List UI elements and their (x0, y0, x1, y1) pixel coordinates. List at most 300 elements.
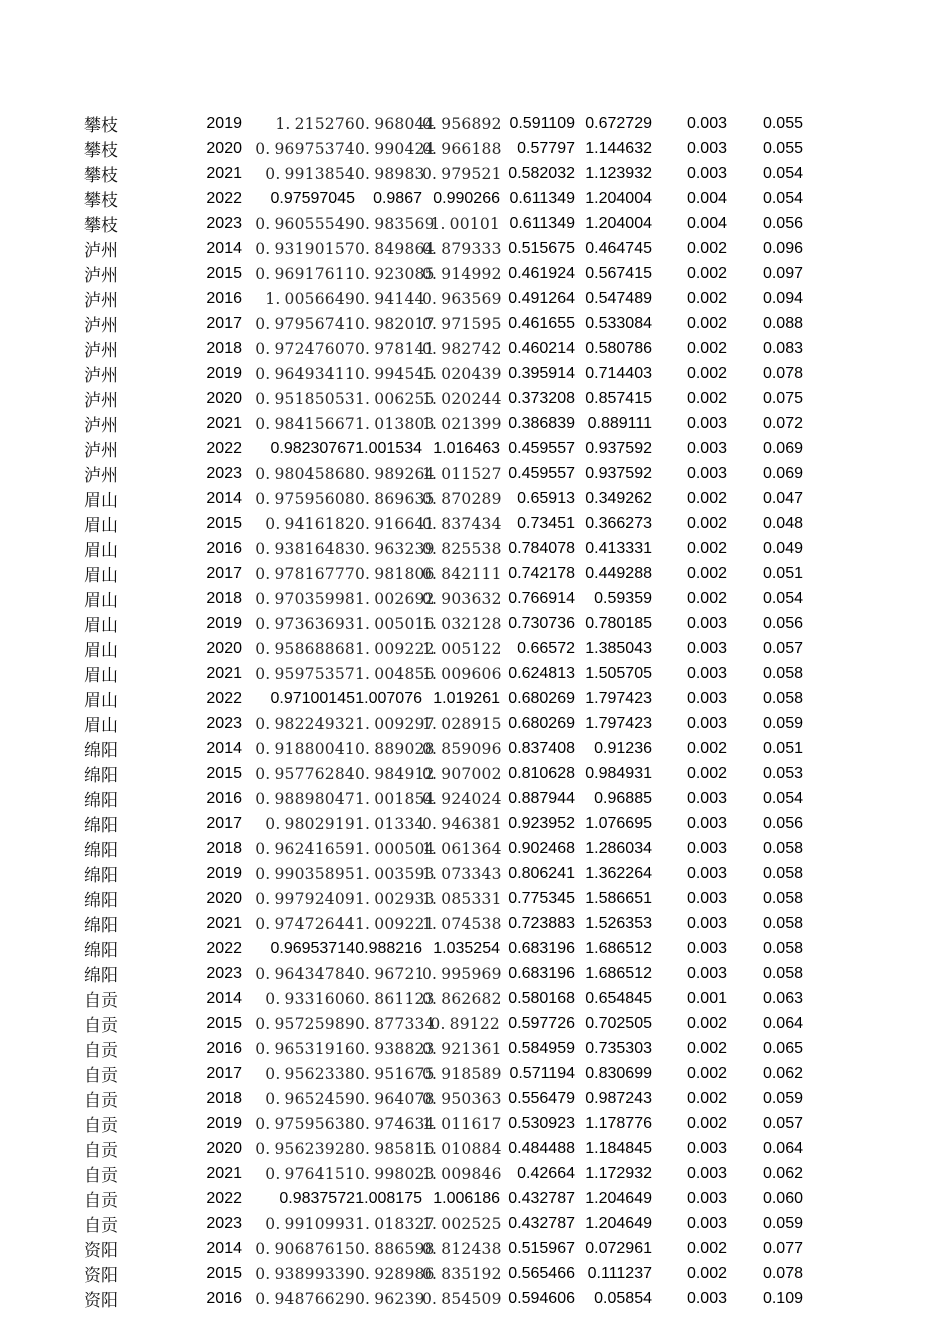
year-cell[interactable]: 2022 (206, 689, 242, 707)
value-cell[interactable]: 0.464745 (585, 239, 652, 257)
value-cell[interactable]: 0.003 (686, 114, 727, 132)
city-cell[interactable]: 眉山 (84, 641, 118, 661)
year-cell[interactable]: 2017 (206, 314, 242, 332)
city-cell[interactable]: 绵阳 (84, 966, 118, 986)
city-cell[interactable]: 绵阳 (84, 841, 118, 861)
value-cell[interactable]: 0. 979521 (422, 164, 502, 183)
value-cell[interactable]: 0. 93899339 (255, 1264, 355, 1283)
value-cell[interactable]: 1. 032128 (422, 614, 502, 633)
value-cell[interactable]: 0.097 (762, 264, 803, 282)
value-cell[interactable]: 0.742178 (508, 564, 575, 582)
value-cell[interactable]: 0.680269 (508, 714, 575, 732)
year-cell[interactable]: 2019 (206, 614, 242, 632)
value-cell[interactable]: 0. 924024 (422, 789, 502, 808)
value-cell[interactable]: 1. 003593 (355, 864, 435, 883)
value-cell[interactable]: 0.003 (686, 839, 727, 857)
value-cell[interactable]: 0.97100145 (270, 689, 355, 707)
value-cell[interactable]: 1. 009606 (422, 664, 502, 683)
value-cell[interactable]: 0. 98224932 (255, 714, 355, 733)
value-cell[interactable]: 0.373208 (508, 389, 575, 407)
value-cell[interactable]: 1. 005122 (422, 639, 502, 658)
city-cell[interactable]: 眉山 (84, 491, 118, 511)
value-cell[interactable]: 0.003 (686, 439, 727, 457)
value-cell[interactable]: 0. 97247607 (255, 339, 355, 358)
value-cell[interactable]: 0. 835192 (422, 1264, 502, 1283)
city-cell[interactable]: 眉山 (84, 616, 118, 636)
value-cell[interactable]: 0.059 (762, 1214, 803, 1232)
value-cell[interactable]: 0.058 (762, 914, 803, 932)
value-cell[interactable]: 0.889111 (587, 414, 652, 432)
city-cell[interactable]: 攀枝 (84, 191, 118, 211)
value-cell[interactable]: 0.9867 (373, 189, 422, 207)
value-cell[interactable]: 0.003 (686, 889, 727, 907)
value-cell[interactable]: 1.204649 (585, 1214, 652, 1232)
value-cell[interactable]: 0.002 (686, 1264, 727, 1282)
value-cell[interactable]: 0.058 (762, 889, 803, 907)
value-cell[interactable]: 1. 011617 (422, 1114, 502, 1133)
year-cell[interactable]: 2015 (206, 264, 242, 282)
city-cell[interactable]: 眉山 (84, 716, 118, 736)
year-cell[interactable]: 2021 (206, 164, 242, 182)
value-cell[interactable]: 0. 938823 (355, 1039, 435, 1058)
value-cell[interactable]: 0.094 (762, 289, 803, 307)
value-cell[interactable]: 0.058 (762, 689, 803, 707)
value-cell[interactable]: 1.286034 (585, 839, 652, 857)
value-cell[interactable]: 0. 9910993 (265, 1214, 355, 1233)
year-cell[interactable]: 2022 (206, 189, 242, 207)
year-cell[interactable]: 2020 (206, 139, 242, 157)
value-cell[interactable]: 0.780185 (585, 614, 652, 632)
year-cell[interactable]: 2017 (206, 564, 242, 582)
value-cell[interactable]: 0.349262 (585, 489, 652, 507)
value-cell[interactable]: 1. 073343 (422, 864, 502, 883)
year-cell[interactable]: 2015 (206, 764, 242, 782)
year-cell[interactable]: 2020 (206, 889, 242, 907)
value-cell[interactable]: 0.937592 (585, 439, 652, 457)
year-cell[interactable]: 2022 (206, 439, 242, 457)
value-cell[interactable]: 0.580168 (508, 989, 575, 1007)
value-cell[interactable]: 0. 951675 (355, 1064, 435, 1083)
city-cell[interactable]: 绵阳 (84, 741, 118, 761)
year-cell[interactable]: 2014 (206, 489, 242, 507)
year-cell[interactable]: 2022 (206, 939, 242, 957)
value-cell[interactable]: 0.775345 (508, 889, 575, 907)
value-cell[interactable]: 0.680269 (508, 689, 575, 707)
value-cell[interactable]: 1. 020439 (422, 364, 502, 383)
value-cell[interactable]: 0.530923 (508, 1114, 575, 1132)
value-cell[interactable]: 0.060 (762, 1189, 803, 1207)
value-cell[interactable]: 1. 215276 (275, 114, 355, 133)
value-cell[interactable]: 0.002 (686, 1239, 727, 1257)
value-cell[interactable]: 0.461655 (508, 314, 575, 332)
year-cell[interactable]: 2018 (206, 339, 242, 357)
value-cell[interactable]: 1.076695 (585, 814, 652, 832)
value-cell[interactable]: 0.484488 (508, 1139, 575, 1157)
city-cell[interactable]: 攀枝 (84, 166, 118, 186)
value-cell[interactable]: 0. 9562338 (265, 1064, 355, 1083)
city-cell[interactable]: 泸州 (84, 291, 118, 311)
value-cell[interactable]: 0.003 (686, 1214, 727, 1232)
value-cell[interactable]: 1.007076 (355, 689, 422, 707)
value-cell[interactable]: 0. 93816483 (255, 539, 355, 558)
value-cell[interactable]: 1.686512 (585, 964, 652, 982)
value-cell[interactable]: 0.002 (686, 289, 727, 307)
value-cell[interactable]: 0.413331 (585, 539, 652, 557)
value-cell[interactable]: 0. 98045868 (255, 464, 355, 483)
value-cell[interactable]: 0. 966188 (422, 139, 502, 158)
value-cell[interactable]: 0.064 (762, 1139, 803, 1157)
value-cell[interactable]: 0.003 (686, 939, 727, 957)
value-cell[interactable]: 0. 963239 (355, 539, 435, 558)
value-cell[interactable]: 0. 94876629 (255, 1289, 355, 1308)
value-cell[interactable]: 0.096 (762, 239, 803, 257)
value-cell[interactable]: 0. 971595 (422, 314, 502, 333)
value-cell[interactable]: 0. 921361 (422, 1039, 502, 1058)
year-cell[interactable]: 2017 (206, 1064, 242, 1082)
value-cell[interactable]: 0.05854 (594, 1289, 652, 1307)
city-cell[interactable]: 泸州 (84, 241, 118, 261)
value-cell[interactable]: 0.062 (762, 1164, 803, 1182)
value-cell[interactable]: 1. 085331 (422, 889, 502, 908)
value-cell[interactable]: 0.078 (762, 1264, 803, 1282)
value-cell[interactable]: 0.058 (762, 939, 803, 957)
value-cell[interactable]: 0. 96721 (355, 964, 425, 983)
value-cell[interactable]: 0. 861123 (355, 989, 435, 1008)
city-cell[interactable]: 自贡 (84, 1116, 118, 1136)
value-cell[interactable]: 1. 005016 (355, 614, 435, 633)
value-cell[interactable]: 0.459557 (508, 464, 575, 482)
city-cell[interactable]: 自贡 (84, 1091, 118, 1111)
value-cell[interactable]: 0.062 (762, 1064, 803, 1082)
value-cell[interactable]: 0.923952 (508, 814, 575, 832)
city-cell[interactable]: 泸州 (84, 341, 118, 361)
value-cell[interactable]: 0.002 (686, 339, 727, 357)
value-cell[interactable]: 0.004 (686, 214, 727, 232)
value-cell[interactable]: 0.003 (686, 789, 727, 807)
value-cell[interactable]: 0.582032 (508, 164, 575, 182)
value-cell[interactable]: 1. 074538 (422, 914, 502, 933)
value-cell[interactable]: 1.204004 (585, 189, 652, 207)
city-cell[interactable]: 自贡 (84, 1216, 118, 1236)
city-cell[interactable]: 自贡 (84, 991, 118, 1011)
value-cell[interactable]: 0. 812438 (422, 1239, 502, 1258)
value-cell[interactable]: 0. 96055549 (255, 214, 355, 233)
value-cell[interactable]: 0. 994545 (355, 364, 435, 383)
value-cell[interactable]: 0.056 (762, 814, 803, 832)
city-cell[interactable]: 眉山 (84, 666, 118, 686)
value-cell[interactable]: 0. 950363 (422, 1089, 502, 1108)
year-cell[interactable]: 2015 (206, 1264, 242, 1282)
city-cell[interactable]: 眉山 (84, 591, 118, 611)
value-cell[interactable]: 0.432787 (508, 1189, 575, 1207)
value-cell[interactable]: 0.533084 (585, 314, 652, 332)
city-cell[interactable]: 攀枝 (84, 116, 118, 136)
value-cell[interactable]: 0. 9764151 (265, 1164, 355, 1183)
value-cell[interactable]: 0. 995969 (422, 964, 502, 983)
value-cell[interactable]: 0.051 (762, 739, 803, 757)
value-cell[interactable]: 0.432787 (508, 1214, 575, 1232)
value-cell[interactable]: 1. 004856 (355, 664, 435, 683)
value-cell[interactable]: 0.702505 (585, 1014, 652, 1032)
value-cell[interactable]: 0.857415 (585, 389, 652, 407)
value-cell[interactable]: 0.003 (686, 1164, 727, 1182)
value-cell[interactable]: 0.069 (762, 439, 803, 457)
value-cell[interactable]: 0. 854509 (422, 1289, 502, 1308)
year-cell[interactable]: 2022 (206, 1189, 242, 1207)
value-cell[interactable]: 0.083 (762, 339, 803, 357)
value-cell[interactable]: 0. 89122 (430, 1014, 500, 1033)
value-cell[interactable]: 0.988216 (355, 939, 422, 957)
year-cell[interactable]: 2019 (206, 364, 242, 382)
value-cell[interactable]: 0.547489 (585, 289, 652, 307)
value-cell[interactable]: 0.053 (762, 764, 803, 782)
value-cell[interactable]: 0.459557 (508, 439, 575, 457)
value-cell[interactable]: 0.058 (762, 964, 803, 982)
city-cell[interactable]: 绵阳 (84, 866, 118, 886)
value-cell[interactable]: 0.002 (686, 1014, 727, 1032)
city-cell[interactable]: 泸州 (84, 466, 118, 486)
year-cell[interactable]: 2019 (206, 114, 242, 132)
value-cell[interactable]: 0. 923085 (355, 264, 435, 283)
value-cell[interactable]: 0. 918589 (422, 1064, 502, 1083)
value-cell[interactable]: 1.526353 (585, 914, 652, 932)
city-cell[interactable]: 眉山 (84, 691, 118, 711)
value-cell[interactable]: 0.111237 (587, 1264, 652, 1282)
value-cell[interactable]: 0. 956892 (422, 114, 502, 133)
value-cell[interactable]: 1.144632 (585, 139, 652, 157)
value-cell[interactable]: 0. 983569 (355, 214, 435, 233)
value-cell[interactable]: 0.59359 (594, 589, 652, 607)
value-cell[interactable]: 0.565466 (508, 1264, 575, 1282)
value-cell[interactable]: 1.019261 (433, 689, 500, 707)
city-cell[interactable]: 泸州 (84, 391, 118, 411)
value-cell[interactable]: 0.766914 (508, 589, 575, 607)
value-cell[interactable]: 0.054 (762, 589, 803, 607)
year-cell[interactable]: 2014 (206, 1239, 242, 1257)
value-cell[interactable]: 0. 99035895 (255, 864, 355, 883)
year-cell[interactable]: 2021 (206, 414, 242, 432)
value-cell[interactable]: 1. 009297 (355, 714, 435, 733)
value-cell[interactable]: 0. 98983 (355, 164, 425, 183)
value-cell[interactable]: 0. 90687615 (255, 1239, 355, 1258)
value-cell[interactable]: 0.078 (762, 364, 803, 382)
city-cell[interactable]: 资阳 (84, 1291, 118, 1311)
value-cell[interactable]: 0.386839 (508, 414, 575, 432)
value-cell[interactable]: 0. 96917611 (255, 264, 355, 283)
city-cell[interactable]: 自贡 (84, 1191, 118, 1211)
value-cell[interactable]: 0.611349 (509, 189, 575, 207)
value-cell[interactable]: 0.515675 (508, 239, 575, 257)
city-cell[interactable]: 绵阳 (84, 816, 118, 836)
value-cell[interactable]: 0.059 (762, 1089, 803, 1107)
value-cell[interactable]: 0.057 (762, 1114, 803, 1132)
value-cell[interactable]: 0.002 (686, 1064, 727, 1082)
city-cell[interactable]: 资阳 (84, 1241, 118, 1261)
value-cell[interactable]: 0.624813 (508, 664, 575, 682)
value-cell[interactable]: 1.006186 (433, 1189, 500, 1207)
value-cell[interactable]: 0. 99792409 (255, 889, 355, 908)
city-cell[interactable]: 资阳 (84, 1266, 118, 1286)
value-cell[interactable]: 0.003 (686, 664, 727, 682)
value-cell[interactable]: 0. 96241659 (255, 839, 355, 858)
value-cell[interactable]: 0.002 (686, 514, 727, 532)
value-cell[interactable]: 0.002 (686, 264, 727, 282)
year-cell[interactable]: 2016 (206, 789, 242, 807)
year-cell[interactable]: 2021 (206, 664, 242, 682)
value-cell[interactable]: 0. 849864 (355, 239, 435, 258)
value-cell[interactable]: 1.797423 (585, 689, 652, 707)
value-cell[interactable]: 0.004 (686, 189, 727, 207)
value-cell[interactable]: 0. 982017 (355, 314, 435, 333)
value-cell[interactable]: 0.002 (686, 239, 727, 257)
value-cell[interactable]: 0.003 (686, 914, 727, 932)
year-cell[interactable]: 2023 (206, 1214, 242, 1232)
value-cell[interactable]: 0. 862682 (422, 989, 502, 1008)
value-cell[interactable]: 1. 061364 (422, 839, 502, 858)
value-cell[interactable]: 0.460214 (508, 339, 575, 357)
value-cell[interactable]: 0.591109 (509, 114, 575, 132)
value-cell[interactable]: 0.056 (762, 214, 803, 232)
value-cell[interactable]: 0. 95185053 (255, 389, 355, 408)
value-cell[interactable]: 1. 001854 (355, 789, 435, 808)
value-cell[interactable]: 0.567415 (585, 264, 652, 282)
value-cell[interactable]: 0. 825538 (422, 539, 502, 558)
value-cell[interactable]: 0.075 (762, 389, 803, 407)
value-cell[interactable]: 0. 95868868 (255, 639, 355, 658)
value-cell[interactable]: 0.810628 (508, 764, 575, 782)
value-cell[interactable]: 1. 009221 (355, 914, 435, 933)
value-cell[interactable]: 0.077 (762, 1239, 803, 1257)
value-cell[interactable]: 1.184845 (585, 1139, 652, 1157)
value-cell[interactable]: 0.058 (762, 664, 803, 682)
value-cell[interactable]: 0.784078 (508, 539, 575, 557)
value-cell[interactable]: 0.580786 (585, 339, 652, 357)
value-cell[interactable]: 0.66572 (517, 639, 575, 657)
value-cell[interactable]: 0.937592 (585, 464, 652, 482)
value-cell[interactable]: 0.054 (762, 164, 803, 182)
value-cell[interactable]: 0.735303 (585, 1039, 652, 1057)
value-cell[interactable]: 1.001534 (355, 439, 422, 457)
year-cell[interactable]: 2016 (206, 1039, 242, 1057)
value-cell[interactable]: 0. 96239 (355, 1289, 425, 1308)
year-cell[interactable]: 2018 (206, 589, 242, 607)
value-cell[interactable]: 1. 000504 (355, 839, 435, 858)
value-cell[interactable]: 0.002 (686, 589, 727, 607)
year-cell[interactable]: 2014 (206, 989, 242, 1007)
year-cell[interactable]: 2018 (206, 1089, 242, 1107)
value-cell[interactable]: 0. 990424 (355, 139, 435, 158)
value-cell[interactable]: 1.204004 (585, 214, 652, 232)
value-cell[interactable]: 0.683196 (508, 939, 575, 957)
year-cell[interactable]: 2016 (206, 539, 242, 557)
value-cell[interactable]: 0.109 (762, 1289, 803, 1307)
value-cell[interactable]: 0.056 (762, 614, 803, 632)
value-cell[interactable]: 0.051 (762, 564, 803, 582)
value-cell[interactable]: 0.003 (686, 964, 727, 982)
value-cell[interactable]: 0.088 (762, 314, 803, 332)
value-cell[interactable]: 0.97597045 (270, 189, 355, 207)
year-cell[interactable]: 2023 (206, 964, 242, 982)
value-cell[interactable]: 0.002 (686, 389, 727, 407)
value-cell[interactable]: 0.002 (686, 1039, 727, 1057)
city-cell[interactable]: 自贡 (84, 1166, 118, 1186)
value-cell[interactable]: 0.515967 (508, 1239, 575, 1257)
value-cell[interactable]: 0. 98415667 (255, 414, 355, 433)
value-cell[interactable]: 0.96953714 (270, 939, 355, 957)
value-cell[interactable]: 0.611349 (509, 214, 575, 232)
value-cell[interactable]: 0.003 (686, 1189, 727, 1207)
city-cell[interactable]: 绵阳 (84, 916, 118, 936)
value-cell[interactable]: 1.172932 (585, 1164, 652, 1182)
value-cell[interactable]: 0. 998023 (355, 1164, 435, 1183)
value-cell[interactable]: 0.91236 (594, 739, 652, 757)
value-cell[interactable]: 0.984931 (585, 764, 652, 782)
city-cell[interactable]: 攀枝 (84, 141, 118, 161)
value-cell[interactable]: 0. 837434 (422, 514, 502, 533)
value-cell[interactable]: 0. 95776284 (255, 764, 355, 783)
value-cell[interactable]: 0. 95623928 (255, 1139, 355, 1158)
value-cell[interactable]: 0. 903632 (422, 589, 502, 608)
value-cell[interactable]: 0.069 (762, 464, 803, 482)
value-cell[interactable]: 0.002 (686, 1114, 727, 1132)
value-cell[interactable]: 0. 985816 (355, 1139, 435, 1158)
value-cell[interactable]: 0.063 (762, 989, 803, 1007)
value-cell[interactable]: 0.42664 (517, 1164, 575, 1182)
value-cell[interactable]: 0. 963569 (422, 289, 502, 308)
value-cell[interactable]: 0. 91880041 (255, 739, 355, 758)
city-cell[interactable]: 绵阳 (84, 891, 118, 911)
value-cell[interactable]: 0. 98898047 (255, 789, 355, 808)
value-cell[interactable]: 0. 886598 (355, 1239, 435, 1258)
value-cell[interactable]: 0.461924 (508, 264, 575, 282)
value-cell[interactable]: 0. 97363693 (255, 614, 355, 633)
value-cell[interactable]: 0.73451 (517, 514, 575, 532)
year-cell[interactable]: 2015 (206, 514, 242, 532)
value-cell[interactable]: 0.003 (686, 139, 727, 157)
value-cell[interactable]: 0.556479 (508, 1089, 575, 1107)
value-cell[interactable]: 0.003 (686, 1289, 727, 1307)
value-cell[interactable]: 1. 028915 (422, 714, 502, 733)
city-cell[interactable]: 泸州 (84, 416, 118, 436)
value-cell[interactable]: 0.054 (762, 789, 803, 807)
value-cell[interactable]: 0. 96975374 (255, 139, 355, 158)
value-cell[interactable]: 1. 009846 (422, 1164, 502, 1183)
value-cell[interactable]: 0.003 (686, 414, 727, 432)
year-cell[interactable]: 2019 (206, 864, 242, 882)
value-cell[interactable]: 0.048 (762, 514, 803, 532)
value-cell[interactable]: 0.806241 (508, 864, 575, 882)
value-cell[interactable]: 0.571194 (509, 1064, 575, 1082)
value-cell[interactable]: 0.003 (686, 614, 727, 632)
value-cell[interactable]: 0. 97816777 (255, 564, 355, 583)
value-cell[interactable]: 0. 9652459 (265, 1089, 355, 1108)
value-cell[interactable]: 0. 928986 (355, 1264, 435, 1283)
value-cell[interactable]: 0.594606 (508, 1289, 575, 1307)
value-cell[interactable]: 0. 946381 (422, 814, 502, 833)
value-cell[interactable]: 0. 95975357 (255, 664, 355, 683)
value-cell[interactable]: 0. 97595608 (255, 489, 355, 508)
value-cell[interactable]: 0. 982742 (422, 339, 502, 358)
value-cell[interactable]: 0.003 (686, 464, 727, 482)
city-cell[interactable]: 绵阳 (84, 766, 118, 786)
value-cell[interactable]: 1. 01334 (355, 814, 425, 833)
value-cell[interactable]: 0.065 (762, 1039, 803, 1057)
value-cell[interactable]: 1.385043 (585, 639, 652, 657)
value-cell[interactable]: 0. 974634 (355, 1114, 435, 1133)
city-cell[interactable]: 自贡 (84, 1066, 118, 1086)
value-cell[interactable]: 1.016463 (433, 439, 500, 457)
value-cell[interactable]: 1.505705 (585, 664, 652, 682)
